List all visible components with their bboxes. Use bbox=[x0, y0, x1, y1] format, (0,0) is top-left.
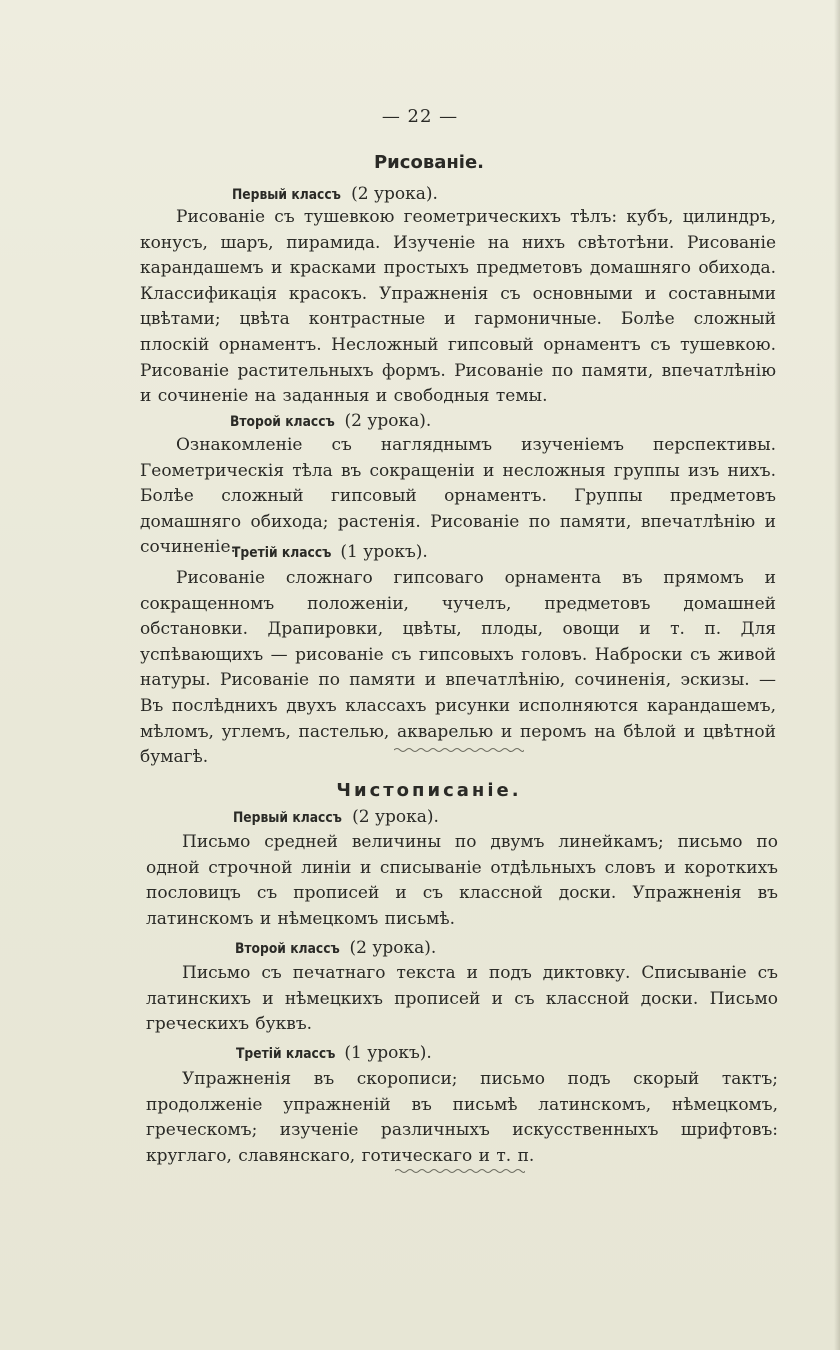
paragraph: Письмо средней величины по двумъ линейкамъ; письмо по одной строчной линіи и списываніе отдѣльныхъ словъ и короткихъ пословицъ съ прописей и съ классной доски. Упражненія въ латинскомъ и нѣмецкомъ письмѣ. bbox=[146, 832, 778, 929]
ornamental-divider bbox=[394, 747, 524, 753]
class-hours: (2 урока). bbox=[344, 411, 432, 431]
class-hours: (1 урокъ). bbox=[340, 542, 428, 562]
class-heading bbox=[236, 1043, 432, 1063]
class-hours: (2 урока). bbox=[352, 807, 439, 827]
class-heading-label: Второй классъ bbox=[230, 414, 335, 430]
section-title-penmanship: Чистописаніе. bbox=[336, 780, 522, 801]
class-heading bbox=[233, 807, 439, 827]
class-heading-label: Второй классъ bbox=[235, 941, 340, 957]
class-heading-label: Первый классъ bbox=[233, 810, 342, 826]
paragraph: Рисованіе сложнаго гипсоваго орнамента въ прямомъ и сокращенномъ положеніи, чучелъ, предметовъ домашней обстановки. Драпировки, цвѣты, плоды, овощи и т. п. Для успѣвающихъ — рисованіе съ гипсовыхъ головъ. Наброски съ живой натуры. Рисованіе по памяти и впечатлѣнію, сочиненія, эскизы. — Въ послѣднихъ двухъ классахъ рисунки исполняются карандашемъ, мѣломъ, углемъ, пастелью, акварелью и перомъ на бѣлой и цвѣтной бумагѣ. bbox=[140, 568, 776, 768]
class-heading bbox=[232, 542, 428, 562]
class-heading-label: Первый классъ bbox=[232, 187, 341, 203]
section-title-drawing: Рисованіе. bbox=[373, 152, 485, 173]
class-hours: (2 урока). bbox=[351, 184, 438, 204]
page-number: — 22 — bbox=[381, 106, 459, 127]
class-heading bbox=[230, 411, 431, 431]
paragraph: Рисованіе съ тушевкою геометрическихъ тѣлъ: кубъ, цилиндръ, конусъ, шаръ, пирамида. Изученіе на нихъ свѣтотѣни. Рисованіе карандашемъ и красками простыхъ предметовъ домашняго обихода. Классификація красокъ. Упражненія съ основными и составными цвѣтами; цвѣта контрастные и гармоничные. Болѣе сложный плоскій орнаментъ. Несложный гипсовый орнаментъ съ тушевкою. Рисованіе растительныхъ формъ. Рисованіе по памяти, впечатлѣнію и сочиненіе на заданныя и свободныя темы. bbox=[140, 207, 776, 407]
page-edge-shadow bbox=[834, 0, 840, 1350]
class-heading-label: Третій классъ bbox=[232, 545, 332, 561]
class-heading bbox=[232, 184, 438, 204]
class-hours: (2 урока). bbox=[349, 938, 437, 958]
paragraph: Ознакомленіе съ нагляднымъ изученіемъ перспективы. Геометрическія тѣла въ сокращеніи и несложныя группы изъ нихъ. Болѣе сложный гипсовый орнаментъ. Группы предметовъ домашняго обихода; растенія. Рисованіе по памяти, впечатлѣнію и сочиненіе. bbox=[140, 435, 776, 558]
class-heading-label: Третій классъ bbox=[236, 1046, 336, 1062]
ornamental-divider bbox=[395, 1168, 525, 1174]
class-hours: (1 урокъ). bbox=[344, 1043, 432, 1063]
paragraph: Упражненія въ скорописи; письмо подъ скорый тактъ; продолженіе упражненій въ письмѣ латинскомъ, нѣмецкомъ, греческомъ; изученіе различныхъ искусственныхъ шрифтовъ: круглаго, славянскаго, готическаго и т. п. bbox=[146, 1069, 778, 1166]
class-heading bbox=[235, 938, 436, 958]
paragraph: Письмо съ печатнаго текста и подъ диктовку. Списываніе съ латинскихъ и нѣмецкихъ прописей и съ классной доски. Письмо греческихъ буквъ. bbox=[146, 963, 778, 1035]
